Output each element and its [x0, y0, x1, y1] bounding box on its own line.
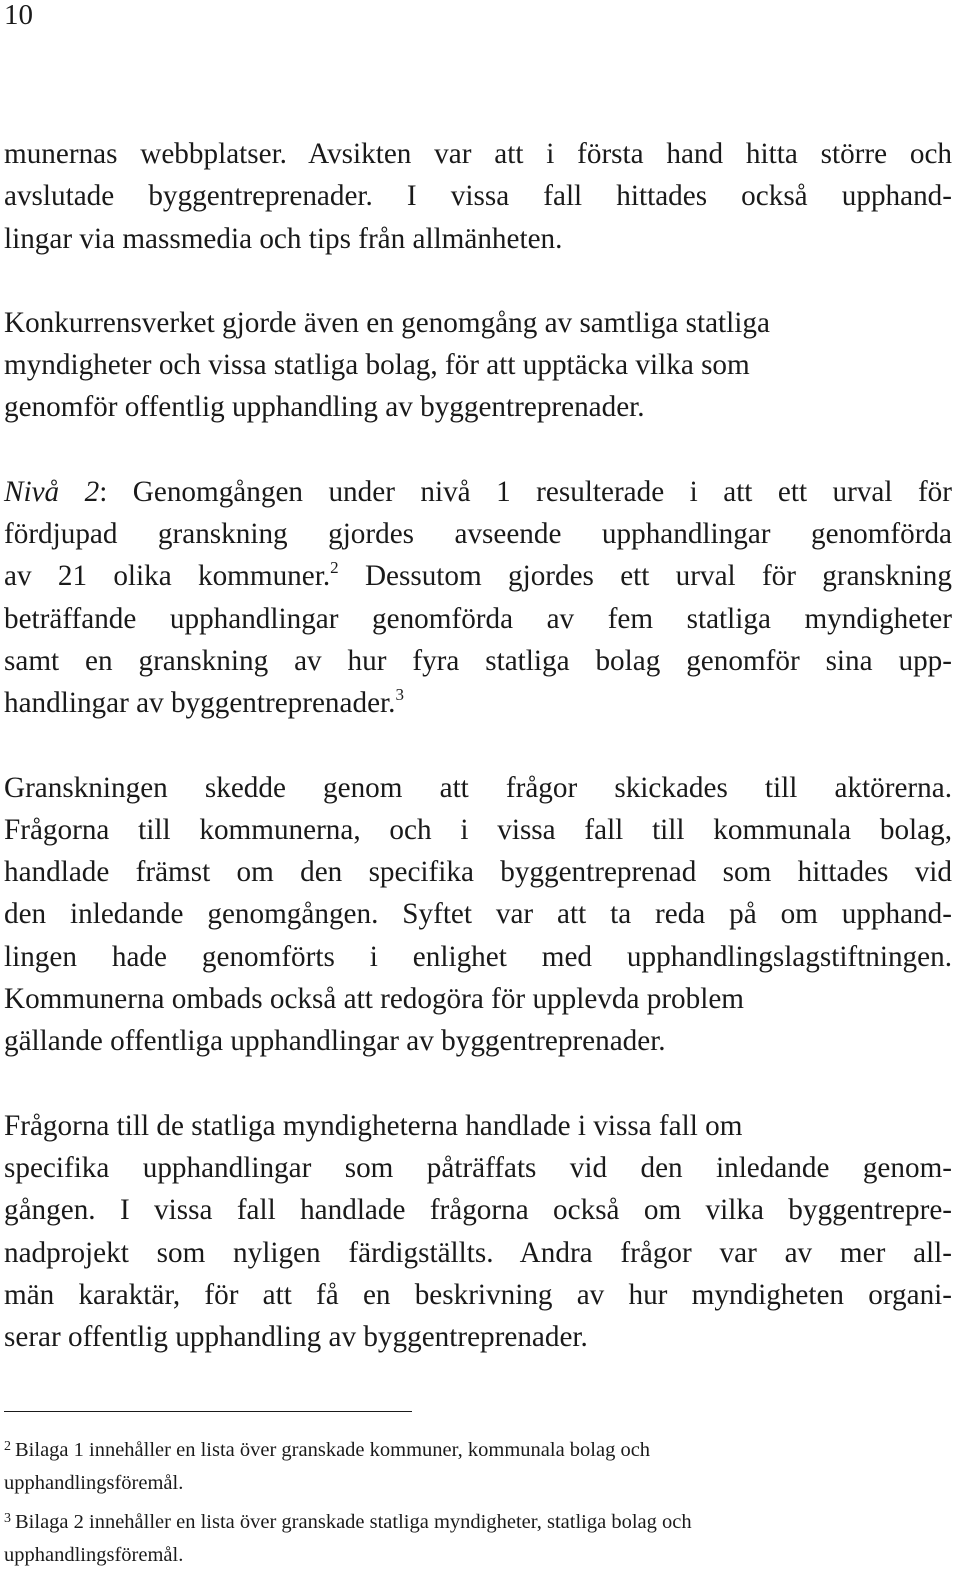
- text-line: män karaktär, för att få en beskrivning av hur myndigheten organi-: [4, 1278, 952, 1311]
- text-line: munernas webbplatser. Avsikten var att i första hand hitta större och: [4, 138, 952, 170]
- text-line: den inledande genomgången. Syftet var att ta reda på om upphand-: [4, 898, 952, 931]
- page-number: 10: [4, 0, 33, 31]
- text-segment: : Genomgången under nivå 1 resulterade i att ett urval för: [99, 475, 952, 508]
- paragraph: [4, 471, 952, 725]
- italic-lead: Nivå 2: [4, 475, 100, 508]
- text-line: Frågorna till kommunerna, och i vissa fall till kommunala bolag,: [4, 813, 952, 846]
- paragraph: [4, 302, 952, 429]
- text-line: Konkurrensverket gjorde även en genomgång av samtliga statliga: [4, 306, 770, 339]
- footnote-reference: 3: [395, 685, 404, 705]
- text-line: serar offentlig upphandling av byggentreprenader.: [4, 1321, 588, 1354]
- text-line: [4, 471, 952, 513]
- text-line: gällande offentliga upphandlingar av byggentreprenader.: [4, 1025, 666, 1058]
- footnote-reference: 2: [330, 558, 339, 578]
- text-line: handlade främst om den specifika byggentreprenad som hittades vid: [4, 856, 952, 889]
- paragraph: [4, 133, 952, 260]
- text-segment: handlingar av byggentreprenader.: [4, 687, 396, 720]
- footnote-line: [4, 1506, 952, 1539]
- text-line: fördjupad granskning gjordes avseende upphandlingar genomförda: [4, 518, 952, 551]
- text-line: Granskningen skedde genom att frågor skickades till aktörerna.: [4, 771, 952, 804]
- text-line: specifika upphandlingar som påträffats vid den inledande genom-: [4, 1151, 952, 1184]
- text-line: beträffande upphandlingar genomförda av fem statliga myndigheter: [4, 602, 952, 635]
- paragraph: [4, 767, 952, 1063]
- footnote: [4, 1506, 952, 1572]
- text-segment: av 21 olika kommuner.: [4, 560, 331, 593]
- footnote-text: Bilaga 1 innehåller en lista över granskade kommuner, kommunala bolag och: [15, 1439, 651, 1461]
- text-line: lingen hade genomförts i enlighet med upphandlingslagstiftningen.: [4, 940, 952, 973]
- text-line: [4, 682, 952, 724]
- footnote-number: 2: [4, 1439, 11, 1454]
- footnote-number: 3: [4, 1511, 11, 1526]
- text-line: Kommunerna ombads också att redogöra för upplevda problem: [4, 983, 745, 1016]
- text-line: gången. I vissa fall handlade frågorna också om vilka byggentrepre-: [4, 1194, 952, 1227]
- text-line: Frågorna till de statliga myndigheterna handlade i vissa fall om: [4, 1109, 743, 1142]
- text-line: nadprojekt som nyligen färdigställts. Andra frågor var av mer all-: [4, 1236, 952, 1269]
- body-text: [4, 133, 952, 1358]
- text-line: samt en granskning av hur fyra statliga bolag genomför sina upp-: [4, 644, 952, 677]
- footnote-text: Bilaga 2 innehåller en lista över granskade statliga myndigheter, statliga bolag och: [15, 1511, 692, 1533]
- footnote: [4, 1434, 952, 1500]
- text-line: lingar via massmedia och tips från allmänheten.: [4, 222, 563, 255]
- footnotes: [4, 1434, 952, 1578]
- text-segment: Dessutom gjordes ett urval för granskning: [338, 560, 952, 593]
- footnote-line: [4, 1434, 952, 1467]
- footnote-line: upphandlingsföremål.: [4, 1472, 184, 1494]
- footnote-line: upphandlingsföremål.: [4, 1544, 184, 1566]
- paragraph: [4, 1105, 952, 1359]
- text-line: genomför offentlig upphandling av byggentreprenader.: [4, 391, 645, 424]
- text-line: [4, 555, 952, 597]
- text-line: avslutade byggentreprenader. I vissa fall hittades också upphand-: [4, 180, 952, 213]
- text-line: myndigheter och vissa statliga bolag, för att upptäcka vilka som: [4, 349, 750, 382]
- footnote-divider: [4, 1411, 412, 1412]
